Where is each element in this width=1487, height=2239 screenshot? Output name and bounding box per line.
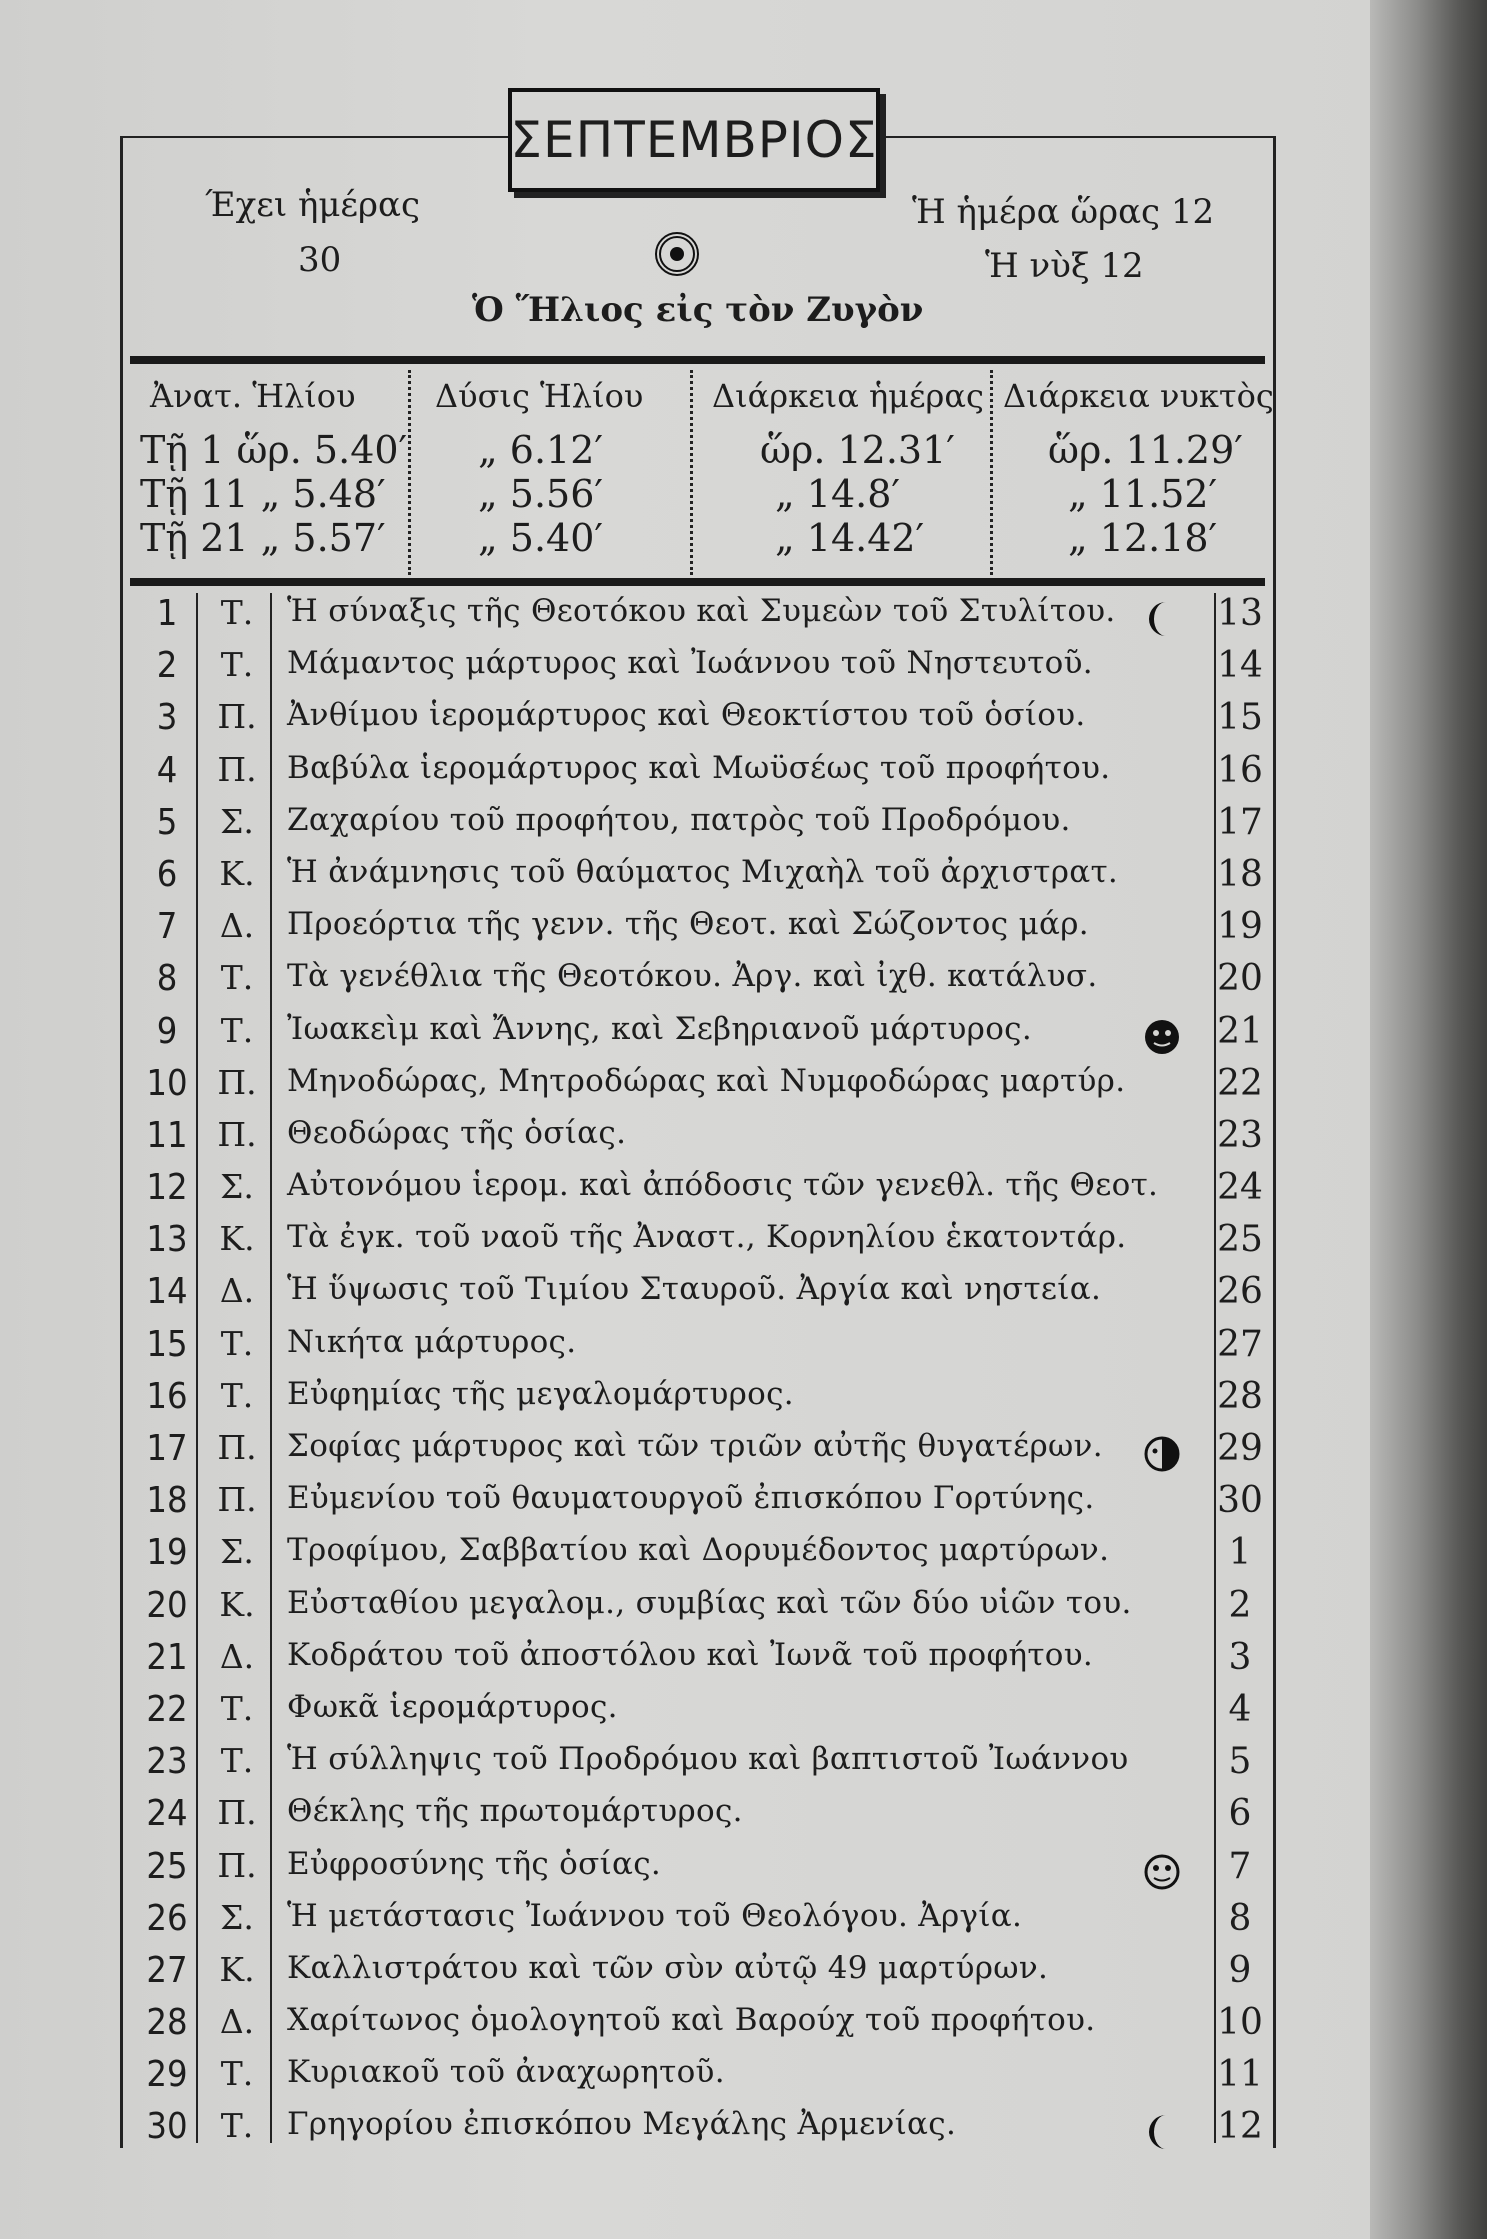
day-number: 4 bbox=[156, 749, 178, 791]
weekday-abbr: Σ. bbox=[220, 1532, 254, 1572]
weekday-abbr: Π. bbox=[217, 697, 257, 737]
days-label: Έχει ἡμέρας bbox=[205, 185, 421, 225]
julian-date: 1 bbox=[1228, 1532, 1252, 1574]
weekday-abbr: Τ. bbox=[220, 958, 254, 998]
weekday-abbr: Π. bbox=[217, 1114, 257, 1154]
julian-date: 29 bbox=[1217, 1428, 1263, 1469]
sunrise-cell: Τῇ 21 „ 5.57′ bbox=[140, 516, 386, 560]
julian-date: 9 bbox=[1228, 1949, 1252, 1991]
day-row bbox=[142, 1271, 1282, 1323]
day-number: 26 bbox=[146, 1897, 188, 1939]
julian-date: 27 bbox=[1217, 1323, 1263, 1365]
day-number: 23 bbox=[146, 1741, 188, 1783]
night-length-cell: ὥρ. 11.29′ bbox=[1048, 428, 1243, 472]
weekday-abbr: Δ. bbox=[219, 1636, 255, 1676]
column-divider bbox=[990, 370, 993, 575]
julian-date: 6 bbox=[1228, 1793, 1252, 1835]
night-length-cell: „ 12.18′ bbox=[1068, 516, 1218, 560]
night-length-header: Διάρκεια νυκτὸς bbox=[1003, 377, 1274, 415]
day-number: 10 bbox=[146, 1062, 188, 1104]
day-number: 28 bbox=[146, 2002, 188, 2044]
day-number: 13 bbox=[146, 1219, 188, 1261]
day-row bbox=[142, 1637, 1282, 1689]
day-number: 3 bbox=[156, 697, 178, 739]
calendar-days bbox=[142, 593, 1282, 2159]
weekday-abbr: Τ. bbox=[220, 1323, 254, 1363]
julian-date: 24 bbox=[1217, 1167, 1263, 1209]
day-number: 7 bbox=[156, 906, 178, 948]
saint-of-day: Τροφίμου, Σαββατίου καὶ Δορυμέδοντος μαρτύρων. bbox=[287, 1532, 1110, 1569]
day-row bbox=[142, 802, 1282, 854]
weekday-abbr: Δ. bbox=[219, 906, 255, 946]
weekday-abbr: Κ. bbox=[219, 853, 255, 893]
saint-of-day: Προεόρτια τῆς γενν. τῆς Θεοτ. καὶ Σώζοντος μάρ. bbox=[287, 906, 1089, 943]
weekday-abbr: Τ. bbox=[220, 2106, 254, 2146]
day-number: 17 bbox=[146, 1428, 188, 1469]
weekday-abbr: Τ. bbox=[220, 645, 254, 685]
day-number: 15 bbox=[146, 1323, 188, 1365]
weekday-abbr: Π. bbox=[217, 749, 257, 789]
sunrise-header: Ἀνατ. Ἡλίου bbox=[150, 377, 356, 415]
julian-date: 13 bbox=[1217, 593, 1263, 634]
julian-date: 4 bbox=[1228, 1688, 1252, 1730]
day-row bbox=[142, 1167, 1282, 1219]
full-moon-icon bbox=[1142, 1852, 1184, 1894]
saint-of-day: Ἡ σύναξις τῆς Θεοτόκου καὶ Συμεὼν τοῦ Στυλίτου. bbox=[287, 593, 1116, 629]
julian-date: 15 bbox=[1217, 697, 1263, 739]
saint-of-day: Μάμαντος μάρτυρος καὶ Ἰωάννου τοῦ Νηστευτοῦ. bbox=[287, 645, 1093, 682]
saint-of-day: Εὐφημίας τῆς μεγαλομάρτυρος. bbox=[287, 1375, 794, 1412]
day-number: 11 bbox=[146, 1114, 188, 1156]
new-moon-icon bbox=[1142, 1017, 1184, 1059]
day-row bbox=[142, 1950, 1282, 2002]
julian-date: 3 bbox=[1228, 1636, 1252, 1678]
saint-of-day: Ἀνθίμου ἱερομάρτυρος καὶ Θεοκτίστου τοῦ ὁσίου. bbox=[287, 697, 1086, 734]
night-length-cell: „ 11.52′ bbox=[1068, 472, 1218, 516]
day-row bbox=[142, 1585, 1282, 1637]
day-row bbox=[142, 697, 1282, 749]
night-hours: Ἡ νὺξ 12 bbox=[985, 246, 1144, 286]
day-row bbox=[142, 1793, 1282, 1845]
day-row bbox=[142, 1898, 1282, 1950]
day-row bbox=[142, 1741, 1282, 1793]
month-title: ΣΕΠΤΕΜΒΡΙΟΣ bbox=[508, 88, 880, 192]
julian-date: 22 bbox=[1217, 1062, 1263, 1104]
weekday-abbr: Σ. bbox=[220, 801, 254, 841]
day-row bbox=[142, 1376, 1282, 1428]
day-number: 2 bbox=[156, 645, 178, 687]
weekday-abbr: Τ. bbox=[220, 593, 254, 632]
saint-of-day: Φωκᾶ ἱερομάρτυρος. bbox=[287, 1688, 618, 1725]
day-row bbox=[142, 2002, 1282, 2054]
day-length-header: Διάρκεια ἡμέρας bbox=[712, 377, 984, 415]
saint-of-day: Βαβύλα ἱερομάρτυρος καὶ Μωϋσέως τοῦ προφήτου. bbox=[287, 749, 1111, 786]
schedule-rule bbox=[130, 578, 1265, 586]
day-length-cell: ὥρ. 12.31′ bbox=[760, 428, 955, 472]
saint-of-day: Τὰ γενέθλια τῆς Θεοτόκου. Ἀργ. καὶ ἰχθ. κατάλυσ. bbox=[287, 958, 1098, 995]
saint-of-day: Ἡ ὕψωσις τοῦ Τιμίου Σταυροῦ. Ἀργία καὶ νηστεία. bbox=[287, 1271, 1102, 1308]
day-number: 8 bbox=[156, 958, 178, 1000]
julian-date: 23 bbox=[1217, 1114, 1263, 1156]
saint-of-day: Γρηγορίου ἐπισκόπου Μεγάλης Ἀρμενίας. bbox=[287, 2106, 957, 2143]
julian-date: 30 bbox=[1217, 1480, 1263, 1522]
julian-date: 12 bbox=[1217, 2106, 1263, 2148]
saint-of-day: Τὰ ἐγκ. τοῦ ναοῦ τῆς Ἀναστ., Κορνηλίου ἑκατοντάρ. bbox=[287, 1219, 1127, 1256]
weekday-abbr: Π. bbox=[217, 1428, 257, 1467]
saint-of-day: Ἰωακεὶμ καὶ Ἄννης, καὶ Σεβηριανοῦ μάρτυρος. bbox=[287, 1010, 1032, 1047]
julian-date: 10 bbox=[1217, 2002, 1263, 2044]
saint-of-day: Αὐτονόμου ἱερομ. καὶ ἀπόδοσις τῶν γενεθλ. τῆς Θεοτ. bbox=[287, 1167, 1159, 1204]
day-number: 22 bbox=[146, 1688, 188, 1730]
sunrise-cell: Τῇ 11 „ 5.48′ bbox=[140, 472, 386, 516]
saint-of-day: Ἡ ἀνάμνησις τοῦ θαύματος Μιχαὴλ τοῦ ἀρχιστρατ. bbox=[287, 853, 1119, 890]
weekday-abbr: Σ. bbox=[220, 1897, 254, 1937]
julian-date: 20 bbox=[1217, 958, 1263, 1000]
column-divider bbox=[408, 370, 411, 575]
day-row bbox=[142, 1115, 1282, 1167]
sun-icon bbox=[655, 232, 699, 276]
weekday-abbr: Τ. bbox=[220, 2054, 254, 2094]
weekday-abbr: Π. bbox=[217, 1793, 257, 1833]
julian-date: 21 bbox=[1217, 1010, 1263, 1052]
julian-date: 19 bbox=[1217, 906, 1263, 948]
julian-date: 18 bbox=[1217, 853, 1263, 895]
last-quarter-moon-icon bbox=[1142, 2112, 1184, 2154]
weekday-abbr: Τ. bbox=[220, 1688, 254, 1728]
day-number: 6 bbox=[156, 853, 178, 895]
julian-date: 5 bbox=[1228, 1741, 1252, 1783]
weekday-abbr: Τ. bbox=[220, 1741, 254, 1781]
day-number: 5 bbox=[156, 801, 178, 843]
saint-of-day: Εὐσταθίου μεγαλομ., συμβίας καὶ τῶν δύο υἱῶν του. bbox=[287, 1584, 1132, 1621]
day-row bbox=[142, 1219, 1282, 1271]
saint-of-day: Θεοδώρας τῆς ὁσίας. bbox=[287, 1114, 627, 1151]
day-number: 30 bbox=[146, 2106, 188, 2148]
weekday-abbr: Τ. bbox=[220, 1010, 254, 1050]
julian-date: 2 bbox=[1228, 1584, 1252, 1626]
day-row bbox=[142, 958, 1282, 1010]
weekday-abbr: Σ. bbox=[220, 1167, 254, 1207]
day-number: 16 bbox=[146, 1375, 188, 1417]
day-number: 24 bbox=[146, 1793, 188, 1835]
saint-of-day: Θέκλης τῆς πρωτομάρτυρος. bbox=[287, 1793, 743, 1830]
julian-date: 25 bbox=[1217, 1219, 1263, 1261]
day-row bbox=[142, 1532, 1282, 1584]
day-row bbox=[142, 645, 1282, 697]
saint-of-day: Ἡ σύλληψις τοῦ Προδρόμου καὶ βαπτιστοῦ Ἰωάννου bbox=[287, 1741, 1129, 1778]
day-row bbox=[142, 1063, 1282, 1115]
weekday-abbr: Κ. bbox=[219, 1584, 255, 1624]
day-number: 14 bbox=[146, 1271, 188, 1313]
sunset-cell: „ 5.40′ bbox=[478, 516, 604, 560]
julian-date: 11 bbox=[1217, 2054, 1263, 2096]
last-quarter-moon-icon bbox=[1142, 599, 1184, 641]
weekday-abbr: Δ. bbox=[219, 1271, 255, 1311]
weekday-abbr: Κ. bbox=[219, 1949, 255, 1989]
sunrise-cell: Τῇ 1 ὥρ. 5.40′ bbox=[140, 428, 408, 472]
saint-of-day: Ἡ μετάστασις Ἰωάννου τοῦ Θεολόγου. Ἀργία. bbox=[287, 1897, 1023, 1934]
saint-of-day: Χαρίτωνος ὁμολογητοῦ καὶ Βαρούχ τοῦ προφήτου. bbox=[287, 2002, 1096, 2039]
day-row bbox=[142, 1011, 1282, 1063]
julian-date: 7 bbox=[1228, 1845, 1252, 1887]
sunset-cell: „ 5.56′ bbox=[478, 472, 604, 516]
saint-of-day: Κυριακοῦ τοῦ ἀναχωρητοῦ. bbox=[287, 2054, 725, 2091]
saint-of-day: Καλλιστράτου καὶ τῶν σὺν αὐτῷ 49 μαρτύρων. bbox=[287, 1949, 1049, 1986]
saint-of-day: Σοφίας μάρτυρος καὶ τῶν τριῶν αὐτῆς θυγατέρων. bbox=[287, 1428, 1103, 1464]
days-count: 30 bbox=[298, 240, 342, 280]
day-number: 9 bbox=[156, 1010, 178, 1052]
weekday-abbr: Τ. bbox=[220, 1375, 254, 1415]
column-divider bbox=[690, 370, 693, 575]
julian-date: 17 bbox=[1217, 801, 1263, 843]
book-spine-shadow bbox=[1370, 0, 1487, 2239]
day-row bbox=[142, 1428, 1282, 1480]
weekday-abbr: Δ. bbox=[219, 2002, 255, 2042]
julian-date: 14 bbox=[1217, 645, 1263, 687]
day-row bbox=[142, 2054, 1282, 2106]
sunset-header: Δύσις Ἡλίου bbox=[435, 377, 644, 415]
zodiac-sign: Ὁ Ἥλιος εἰς τὸν Ζυγὸν bbox=[472, 290, 924, 330]
sunset-cell: „ 6.12′ bbox=[478, 428, 604, 472]
julian-date: 16 bbox=[1217, 749, 1263, 791]
day-number: 12 bbox=[146, 1167, 188, 1209]
day-row bbox=[142, 1689, 1282, 1741]
day-length-cell: „ 14.42′ bbox=[775, 516, 925, 560]
header-rule bbox=[130, 356, 1265, 364]
saint-of-day: Εὐφροσύνης τῆς ὁσίας. bbox=[287, 1845, 662, 1882]
day-number: 18 bbox=[146, 1480, 188, 1522]
saint-of-day: Κοδράτου τοῦ ἀποστόλου καὶ Ἰωνᾶ τοῦ προφήτου. bbox=[287, 1636, 1094, 1673]
day-row bbox=[142, 1480, 1282, 1532]
day-row bbox=[142, 750, 1282, 802]
saint-of-day: Μηνοδώρας, Μητροδώρας καὶ Νυμφοδώρας μαρτύρ. bbox=[287, 1062, 1126, 1099]
day-number: 1 bbox=[156, 593, 178, 634]
day-number: 19 bbox=[146, 1532, 188, 1574]
julian-date: 28 bbox=[1217, 1375, 1263, 1417]
day-number: 27 bbox=[146, 1949, 188, 1991]
weekday-abbr: Π. bbox=[217, 1480, 257, 1520]
weekday-abbr: Κ. bbox=[219, 1219, 255, 1259]
julian-date: 8 bbox=[1228, 1897, 1252, 1939]
saint-of-day: Εὐμενίου τοῦ θαυματουργοῦ ἐπισκόπου Γορτύνης. bbox=[287, 1480, 1095, 1517]
julian-date: 26 bbox=[1217, 1271, 1263, 1313]
day-row bbox=[142, 593, 1282, 645]
day-row bbox=[142, 906, 1282, 958]
weekday-abbr: Π. bbox=[217, 1845, 257, 1885]
day-number: 21 bbox=[146, 1636, 188, 1678]
first-quarter-moon-icon bbox=[1142, 1434, 1184, 1476]
day-row bbox=[142, 854, 1282, 906]
weekday-abbr: Π. bbox=[217, 1062, 257, 1102]
day-hours: Ἡ ἡμέρα ὥρας 12 bbox=[912, 192, 1215, 232]
saint-of-day: Νικήτα μάρτυρος. bbox=[287, 1323, 577, 1360]
day-row bbox=[142, 1846, 1282, 1898]
saint-of-day: Ζαχαρίου τοῦ προφήτου, πατρὸς τοῦ Προδρόμου. bbox=[287, 801, 1071, 838]
day-row bbox=[142, 1324, 1282, 1376]
day-row bbox=[142, 2106, 1282, 2158]
day-length-cell: „ 14.8′ bbox=[775, 472, 901, 516]
day-number: 20 bbox=[146, 1584, 188, 1626]
day-number: 25 bbox=[146, 1845, 188, 1887]
day-number: 29 bbox=[146, 2054, 188, 2096]
